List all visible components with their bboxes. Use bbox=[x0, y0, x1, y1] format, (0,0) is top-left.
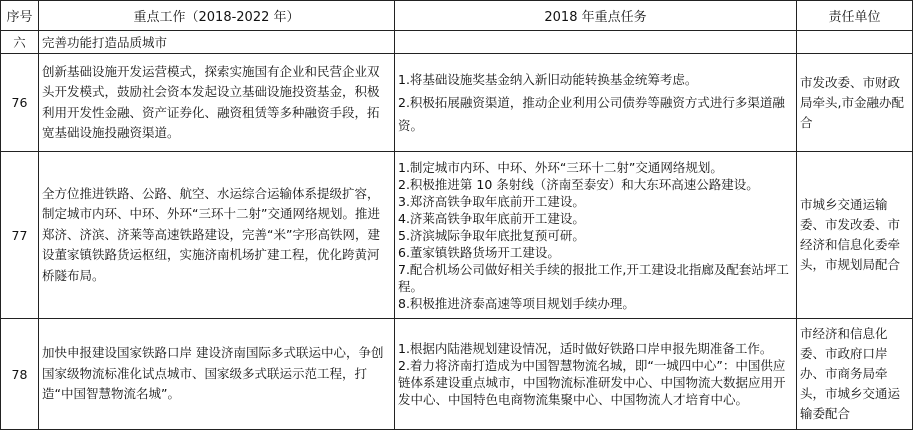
row-num: 76 bbox=[1, 54, 39, 152]
task-item: 4.济莱高铁争取年底前开工建设。 bbox=[398, 210, 585, 226]
task-item: 5.济滨城际争取年底批复预可研。 bbox=[398, 227, 585, 243]
task-item: 6.董家镇铁路货场开工建设。 bbox=[398, 244, 560, 260]
row-work: 加快申报建设国家铁路口岸 建设济南国际多式联运中心，争创国家级物流标准化试点城市、国家级多式联运示范工程，打造“中国智慧物流名城”。 bbox=[39, 319, 395, 430]
header-unit: 责任单位 bbox=[797, 1, 913, 31]
header-task: 2018 年重点任务 bbox=[395, 1, 797, 31]
section-row bbox=[1, 31, 913, 54]
row-tasks bbox=[395, 152, 797, 319]
row-tasks bbox=[395, 54, 797, 152]
header-num: 序号 bbox=[1, 1, 39, 31]
row-num: 78 bbox=[1, 319, 39, 430]
section-empty-task bbox=[395, 31, 797, 54]
table-row bbox=[1, 319, 913, 430]
table-row bbox=[1, 54, 913, 152]
section-num: 六 bbox=[1, 31, 39, 54]
task-item: 1.制定城市内环、中环、外环“三环十二射”交通网络规划。 bbox=[398, 159, 723, 175]
row-tasks bbox=[395, 319, 797, 430]
section-title: 完善功能打造品质城市 bbox=[39, 31, 395, 54]
task-item: 8.积极推进济泰高速等项目规划手续办理。 bbox=[398, 295, 635, 311]
task-item: 1.将基础设施奖基金纳入新旧动能转换基金统筹考虑。 bbox=[398, 72, 698, 87]
row-num: 77 bbox=[1, 152, 39, 319]
task-item: 7.配合机场公司做好相关手续的报批工作,开工建设北指廊及配套站坪工程。 bbox=[398, 261, 789, 294]
task-item: 1.根据内陆港规划建设情况，适时做好铁路口岸申报先期准备工作。 bbox=[398, 341, 773, 356]
task-item: 2.着力将济南打造成为中国智慧物流名城，即“一城四中心”：中国供应链体系建设重点城市，中国物流标准研发中心、中国物流大数据应用开发中心、中国特色电商物流集聚中心、中国物流人才培育中心。 bbox=[398, 358, 786, 407]
header-work: 重点工作（2018-2022 年） bbox=[39, 1, 395, 31]
row-work: 全方位推进铁路、公路、航空、水运综合运输体系提级扩容，制定城市内环、中环、外环“三环十二射”交通网络规划。推进郑济、济滨、济莱等高速铁路建设，完善“米”字形高铁网，建设董家镇铁路货运枢纽，实施济南机场扩建工程，优化跨黄河桥隧布局。 bbox=[39, 152, 395, 319]
task-item: 3.郑济高铁争取年底前开工建设。 bbox=[398, 193, 585, 209]
task-item: 2.积极推进第 10 条射线（济南至泰安）和大东环高速公路建设。 bbox=[398, 176, 759, 192]
row-unit: 市经济和信息化委、市政府口岸办、市商务局牵头，市城乡交通运输委配合 bbox=[797, 319, 913, 430]
table-row bbox=[1, 152, 913, 319]
header-row bbox=[1, 1, 913, 31]
row-unit: 市城乡交通运输委、市发改委、市经济和信息化委牵头，市规划局配合 bbox=[797, 152, 913, 319]
task-item: 2.积极拓展融资渠道，推动企业利用公司债券等融资方式进行多渠道融资。 bbox=[398, 95, 785, 133]
section-empty-unit bbox=[797, 31, 913, 54]
row-unit: 市发改委、市财政局牵头,市金融办配合 bbox=[797, 54, 913, 152]
row-work: 创新基础设施开发运营模式，探索实施国有企业和民营企业双头开发模式，鼓励社会资本发起设立基础设施投资基金，积极利用开发性金融、资产证券化、融资租赁等多种融资手段，拓宽基础设施投融资渠道。 bbox=[39, 54, 395, 152]
